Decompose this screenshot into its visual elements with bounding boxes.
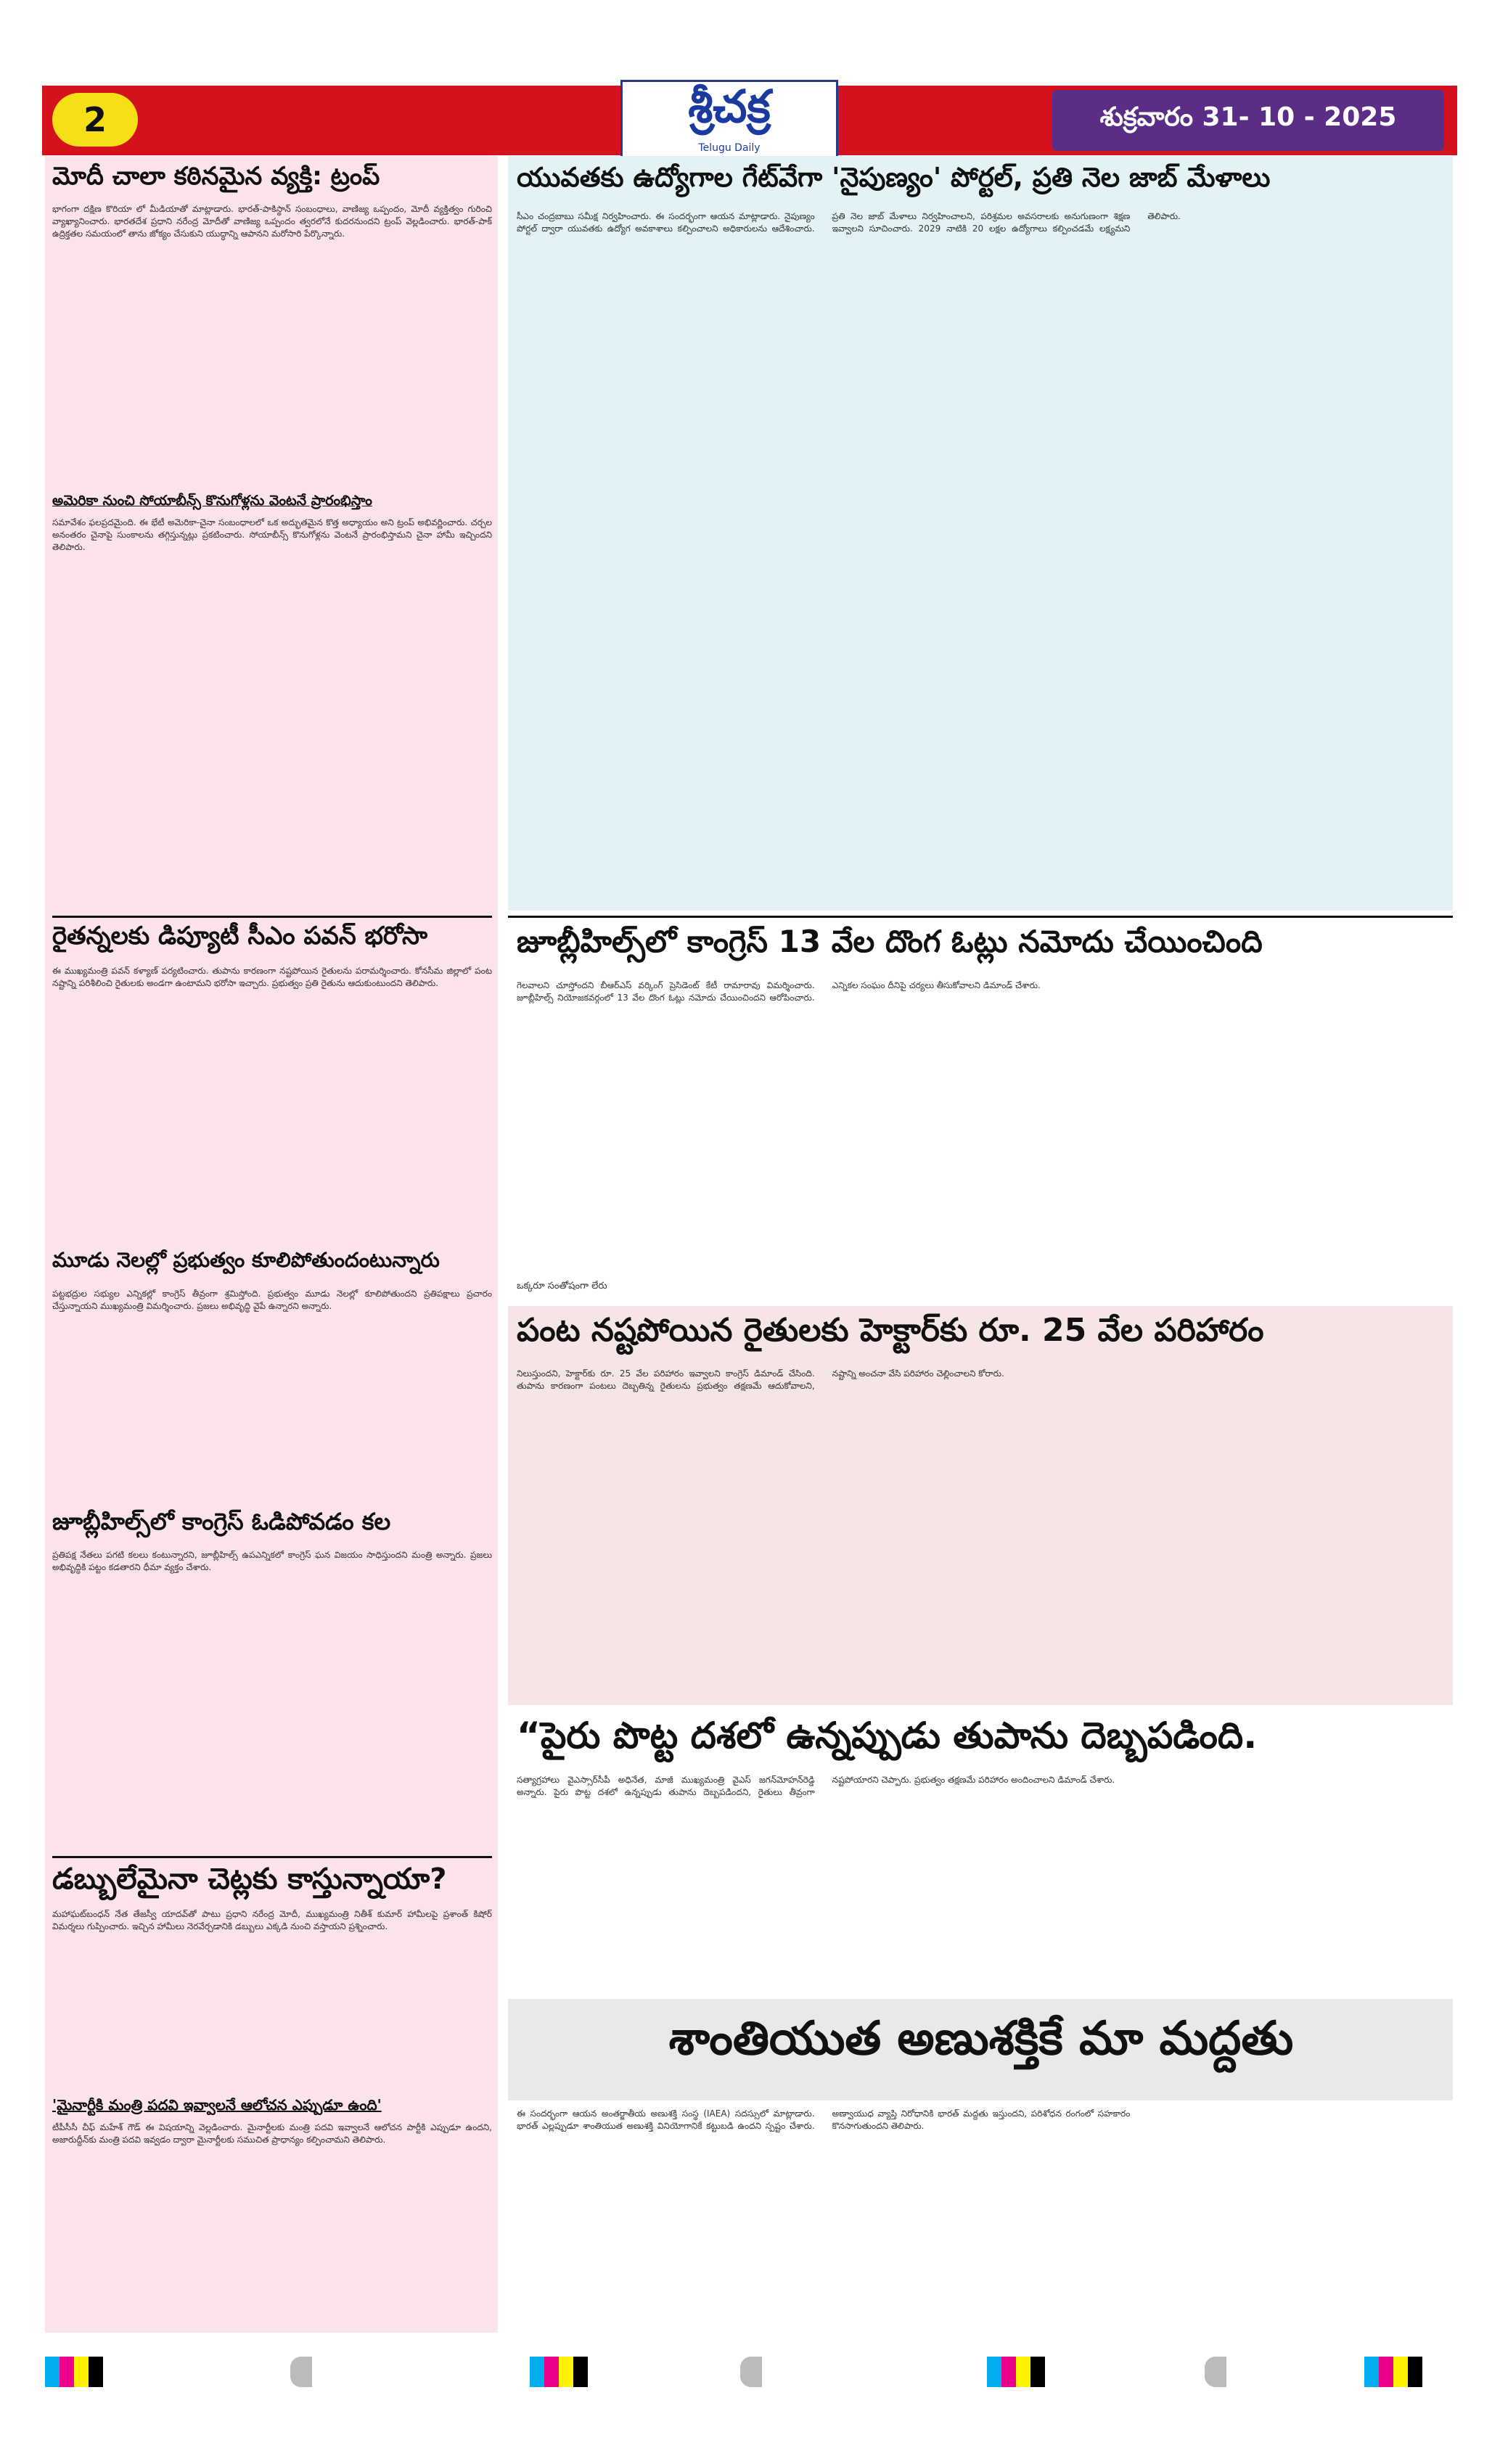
story-headline: మోదీ చాలా కఠినమైన వ్యక్తి: ట్రంప్ [52, 162, 380, 191]
story-headline: “పైరు పొట్ట దశలో ఉన్నప్పుడు తుపాను దెబ్బపడింది. [517, 1714, 1258, 1757]
registration-mark [740, 2357, 762, 2387]
color-bar [1001, 2357, 1016, 2387]
story-headline: జూబ్లీహిల్స్‌లో కాంగ్రెస్ ఓడిపోవడం కల [52, 1508, 391, 1535]
story-body: ఈ ముఖ్యమంత్రి పవన్ కళ్యాణ్ పర్యటించారు. తుపాను కారణంగా నష్టపోయిన రైతులను పరామర్శించారు. కోనసీమ జిల్లాలో పంట నష్టాన్ని పరిశీలించి రైతులకు అండగా ఉంటామని భరోసా ఇచ్చారు. ప్రభుత్వం ప్రతి రైతును ఆదుకుంటుందని తెలిపారు. [52, 966, 492, 988]
story-body: టీపీసీసీ చీఫ్ మహేశ్ గౌడ్ ఈ విషయాన్ని వెల్లడించారు. మైనార్టీలకు మంత్రి పదవి ఇవ్వాలనే ఆలోచన పార్టీకి ఎప్పుడూ ఉందని, అజారుద్దీన్‌కు మంత్రి పదవి ఇవ్వడం ద్వారా మైనార్టీలకు సముచిత ప్రాధాన్యం కల్పించామని తెలిపారు. [52, 2122, 492, 2145]
story-body: సమావేశం ఫలప్రదమైంది. ఈ భేటీ అమెరికా-చైనా సంబంధాలలో ఒక అద్భుతమైన కొత్త అధ్యాయం అని ట్రంప్ అభివర్ణించారు. చర్చల అనంతరం చైనాపై సుంకాలను తగ్గిస్తున్నట్లు ప్రకటించారు. సోయాబీన్స్ కొనుగోళ్లను వెంటనే ప్రారంభిస్తామని చైనా హామీ ఇచ్చిందని తెలిపారు. [52, 517, 492, 552]
color-bar [573, 2357, 588, 2387]
color-bar [987, 2357, 1001, 2387]
story-headline: రైతన్నలకు డిప్యూటీ సీఎం పవన్ భరోసా [52, 921, 428, 950]
color-bar [45, 2357, 60, 2387]
color-bar [559, 2357, 573, 2387]
story-headline: మూడు నెలల్లో ప్రభుత్వం కూలిపోతుందంటున్నారు [52, 1248, 440, 1272]
story-body: ప్రతిపక్ష నేతలు పగటి కలలు కంటున్నారని, జూబ్లీహిల్స్ ఉపఎన్నికలో కాంగ్రెస్ ఘన విజయం సాధిస్తుందని మంత్రి అన్నారు. ప్రజలు అభివృద్ధికి పట్టం కడతారని ధీమా వ్యక్తం చేశారు. [52, 1550, 492, 1572]
story-body: నిలుస్తుందని, హెక్టార్‌కు రూ. 25 వేల పరిహారం ఇవ్వాలని కాంగ్రెస్ డిమాండ్ చేసింది. తుపాను కారణంగా పంటలు దెబ్బతిన్న రైతులను ప్రభుత్వం తక్షణమే ఆదుకోవాలని, నష్టాన్ని అంచనా వేసి పరిహారం చెల్లించాలని కోరారు. [517, 1368, 1004, 1391]
newspaper-logo: శ్రీచక్ర [688, 80, 771, 133]
color-bar [1030, 2357, 1045, 2387]
story-headline: జూబ్లీహిల్స్‌లో కాంగ్రెస్ 13 వేల దొంగ ఓట్లు నమోదు చేయించింది [517, 924, 1263, 959]
story-body: మహాఘట్‌బంధన్ నేత తేజస్వీ యాదవ్‌తో పాటు ప్రధాని నరేంద్ర మోదీ, ముఖ్యమంత్రి నితీశ్ కుమార్ హామీలపై ప్రశాంత్ కిషోర్ విమర్శలు గుప్పించారు. ఇచ్చిన హామీలు నెరవేర్చడానికి డబ్బులు ఎక్కడి నుంచి వస్తాయని ప్రశ్నించారు. [52, 1909, 492, 1931]
page-number: 2 [52, 93, 138, 147]
story-headline: యువతకు ఉద్యోగాల గేట్‌వేగా 'నైపుణ్యం' పోర్టల్, ప్రతి నెల జాబ్ మేళాలు [517, 162, 1271, 193]
divider [52, 916, 492, 918]
color-bar [1364, 2357, 1379, 2387]
story-subheadline: 'మైనార్టీకి మంత్రి పదవి ఇవ్వాలనే ఆలోచన ఎప్పుడూ ఉంది' [52, 2096, 382, 2114]
divider [52, 1856, 492, 1858]
story-body: సీఎం చంద్రబాబు సమీక్ష నిర్వహించారు. ఈ సందర్భంగా ఆయన మాట్లాడారు. నైపుణ్యం పోర్టల్ ద్వారా యువతకు ఉద్యోగ అవకాశాలు కల్పించాలని అధికారులను ఆదేశించారు. ప్రతి నెల జాబ్ మేళాలు నిర్వహించాలని, పరిశ్రమల అవసరాలకు అనుగుణంగా శిక్షణ ఇవ్వాలని సూచించారు. 2029 నాటికి 20 లక్షల ఉద్యోగాలు కల్పించడమే లక్ష్యమని తెలిపారు. [517, 211, 1181, 234]
color-bar [1379, 2357, 1393, 2387]
story-headline: శాంతియుత అణుశక్తికే మా మద్దతు [668, 2012, 1294, 2066]
story-body: భాగంగా దక్షిణ కొరియా లో మీడియాతో మాట్లాడారు. భారత్-పాకిస్థాన్ సంబంధాలు, వాణిజ్య ఒప్పందం, మోదీ వ్యక్తిత్వం గురించి వ్యాఖ్యానించారు. భారతదేశ ప్రధాని నరేంద్ర మోదీతో వాణిజ్య ఒప్పందం త్వరలోనే కుదరనుందని ట్రంప్ వెల్లడించారు. భారత్-పాక్ ఉద్రిక్తతల సమయంలో తాను జోక్యం చేసుకుని యుద్ధాన్ని ఆపానని మరోసారి పేర్కొన్నారు. [52, 204, 492, 239]
color-bar [530, 2357, 544, 2387]
issue-date: శుక్రవారం 31- 10 - 2025 [1052, 90, 1444, 151]
story-subheadline: అమెరికా నుంచి సోయాబీన్స్ కొనుగోళ్లను వెంటనే ప్రారంభిస్తాం [52, 493, 372, 509]
registration-mark [1205, 2357, 1226, 2387]
divider [508, 916, 1453, 918]
story-headline: పంట నష్టపోయిన రైతులకు హెక్టార్‌కు రూ. 25 వేల పరిహారం [517, 1312, 1264, 1349]
story-byline: ఒక్కరూ సంతోషంగా లేరు [517, 1281, 607, 1291]
story-body: పట్టభద్రుల సభ్యుల ఎన్నికల్లో కాంగ్రెస్ తీవ్రంగా శ్రమిస్తోంది. ప్రభుత్వం మూడు నెలల్లో కూలిపోతుందని ప్రతిపక్షాలు ప్రచారం చేస్తున్నాయని ముఖ్యమంత్రి విమర్శించారు. ప్రజలు అభివృద్ధి వైపే ఉన్నారని అన్నారు. [52, 1289, 492, 1311]
color-bar [89, 2357, 103, 2387]
color-bar [1016, 2357, 1030, 2387]
color-bar [1393, 2357, 1408, 2387]
color-bar [74, 2357, 89, 2387]
color-bar [544, 2357, 559, 2387]
logo-tagline: Telugu Daily [698, 142, 761, 154]
story-headline: డబ్బులేమైనా చెట్లకు కాస్తున్నాయా? [52, 1863, 447, 1896]
color-bar [1408, 2357, 1422, 2387]
color-bar [60, 2357, 74, 2387]
story-body: గెలవాలని చూస్తోందని బీఆర్ఎస్ వర్కింగ్ ప్రెసిడెంట్ కేటీ రామారావు విమర్శించారు. జూబ్లీహిల్స్ నియోజకవర్గంలో 13 వేల దొంగ ఓట్లు నమోదు చేయించిందని ఆరోపించారు. ఎన్నికల సంఘం దీనిపై చర్యలు తీసుకోవాలని డిమాండ్ చేశారు. [517, 980, 1041, 1003]
story-body: ఈ సందర్భంగా ఆయన అంతర్జాతీయ అణుశక్తి సంస్థ (IAEA) సదస్సులో మాట్లాడారు. భారత్ ఎల్లప్పుడూ శాంతియుత అణుశక్తి వినియోగానికే కట్టుబడి ఉందని స్పష్టం చేశారు. అణ్వాయుధ వ్యాప్తి నిరోధానికి భారత్ మద్దతు ఇస్తుందని, పరిశోధన రంగంలో సహకారం కొనసాగుతుందని తెలిపారు. [517, 2108, 1131, 2131]
story-body: సత్యాగ్రహాలు వైఎస్సార్‌సీపీ అధినేత, మాజీ ముఖ్యమంత్రి వైఎస్ జగన్‌మోహన్‌రెడ్డి అన్నారు. పైరు పొట్ట దశలో ఉన్నప్పుడు తుపాను దెబ్బపడిందని, రైతులు తీవ్రంగా నష్టపోయారని చెప్పారు. ప్రభుత్వం తక్షణమే పరిహారం అందించాలని డిమాండ్ చేశారు. [517, 1775, 1115, 1797]
registration-mark [290, 2357, 312, 2387]
